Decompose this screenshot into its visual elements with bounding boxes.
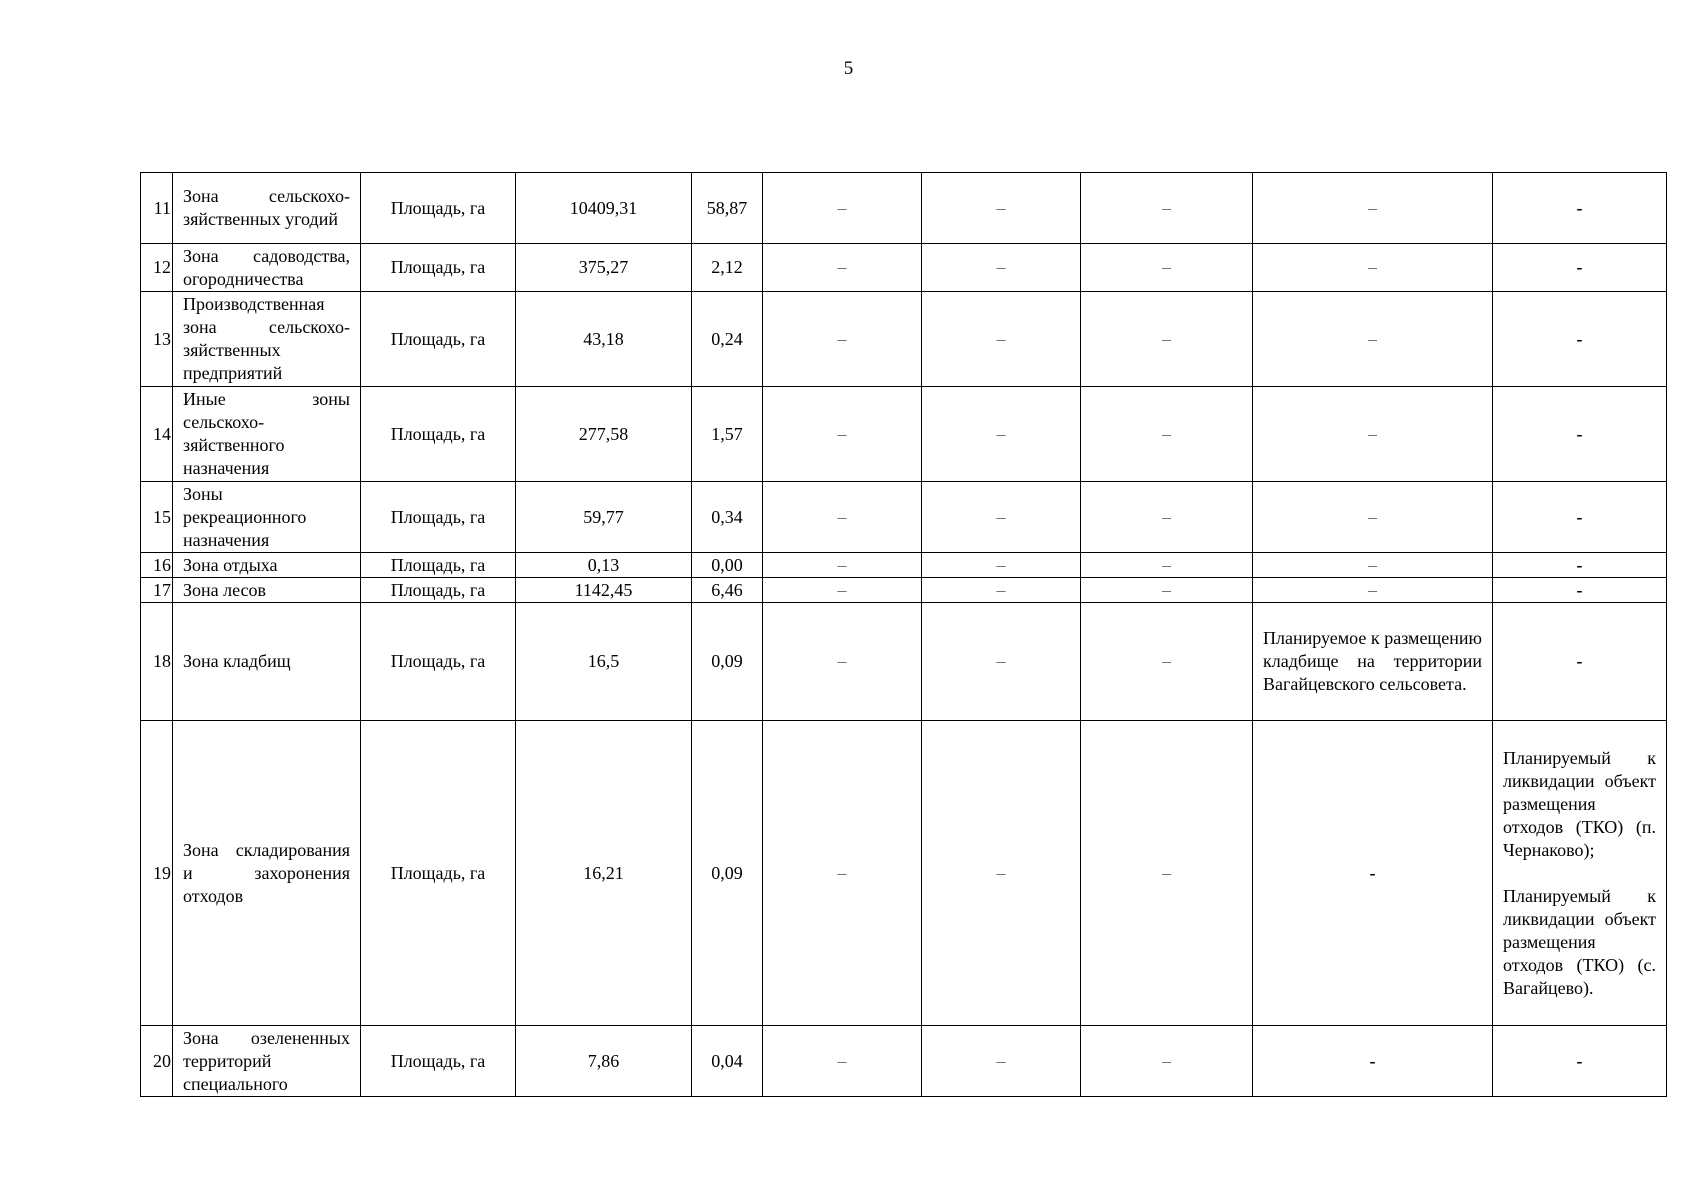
cell-col6: – — [763, 1026, 922, 1097]
cell-col8: – — [1081, 387, 1253, 482]
cell-col10: - — [1493, 173, 1667, 244]
table-row — [141, 292, 1667, 387]
cell-col10: - — [1493, 292, 1667, 387]
cell-col6: – — [763, 482, 922, 553]
cell-col6: – — [763, 603, 922, 721]
cell-col9: – — [1253, 578, 1493, 603]
row-number: 13 — [141, 292, 173, 387]
percent-cell: 0,09 — [692, 721, 763, 1026]
cell-col7: – — [922, 173, 1081, 244]
cell-col7: – — [922, 578, 1081, 603]
cell-col9: – — [1253, 387, 1493, 482]
area-cell: 0,13 — [516, 553, 692, 578]
cell-col6: – — [763, 244, 922, 292]
row-number: 19 — [141, 721, 173, 1026]
row-number: 12 — [141, 244, 173, 292]
table-row — [141, 244, 1667, 292]
row-number: 15 — [141, 482, 173, 553]
area-cell: 1142,45 — [516, 578, 692, 603]
cell-col9: – — [1253, 292, 1493, 387]
cell-col6: – — [763, 721, 922, 1026]
table-row — [141, 387, 1667, 482]
cell-col8: – — [1081, 721, 1253, 1026]
zone-name: Зоны рекреационного назначения — [173, 482, 361, 553]
cell-col9: - — [1253, 721, 1493, 1026]
area-cell: 375,27 — [516, 244, 692, 292]
area-cell: 43,18 — [516, 292, 692, 387]
cell-col8: – — [1081, 173, 1253, 244]
cell-col6: – — [763, 578, 922, 603]
cell-col7: – — [922, 553, 1081, 578]
zone-name: Зона отдыха — [173, 553, 361, 578]
cell-col8: – — [1081, 292, 1253, 387]
cell-col7: – — [922, 292, 1081, 387]
unit-cell: Площадь, га — [361, 482, 516, 553]
unit-cell: Площадь, га — [361, 1026, 516, 1097]
zone-name: Зона кладбищ — [173, 603, 361, 721]
cell-col9: – — [1253, 482, 1493, 553]
row-number: 18 — [141, 603, 173, 721]
cell-col10: - — [1493, 578, 1667, 603]
percent-cell: 58,87 — [692, 173, 763, 244]
cell-col8: – — [1081, 482, 1253, 553]
cell-col9-note: Планируемое к размещению кладбище на территории Вагайцевского сельсовета. — [1253, 603, 1493, 721]
row-number: 14 — [141, 387, 173, 482]
area-cell: 277,58 — [516, 387, 692, 482]
zone-name: Зона лесов — [173, 578, 361, 603]
cell-col8: – — [1081, 553, 1253, 578]
cell-col8: – — [1081, 1026, 1253, 1097]
area-cell: 7,86 — [516, 1026, 692, 1097]
cell-col8: – — [1081, 603, 1253, 721]
table-row — [141, 578, 1667, 603]
cell-col10: - — [1493, 603, 1667, 721]
unit-cell: Площадь, га — [361, 173, 516, 244]
cell-col7: – — [922, 1026, 1081, 1097]
cell-col6: – — [763, 553, 922, 578]
zone-name: Производственная зона сельскохо-зяйственных предприятий — [173, 292, 361, 387]
area-cell: 59,77 — [516, 482, 692, 553]
unit-cell: Площадь, га — [361, 244, 516, 292]
row-number: 17 — [141, 578, 173, 603]
table-row — [141, 482, 1667, 553]
cell-col8: – — [1081, 578, 1253, 603]
percent-cell: 0,04 — [692, 1026, 763, 1097]
unit-cell: Площадь, га — [361, 603, 516, 721]
cell-col9: – — [1253, 244, 1493, 292]
zone-name: Иные зоны сельскохо-зяйственного назначения — [173, 387, 361, 482]
unit-cell: Площадь, га — [361, 553, 516, 578]
percent-cell: 0,34 — [692, 482, 763, 553]
percent-cell: 0,09 — [692, 603, 763, 721]
table-row — [141, 553, 1667, 578]
page-number: 5 — [843, 58, 854, 79]
cell-col6: – — [763, 173, 922, 244]
row-number: 16 — [141, 553, 173, 578]
unit-cell: Площадь, га — [361, 292, 516, 387]
table-row — [141, 603, 1667, 721]
cell-col8: – — [1081, 244, 1253, 292]
cell-col10: - — [1493, 1026, 1667, 1097]
zone-name: Зона озелененных территорий специального — [173, 1026, 361, 1097]
area-cell: 16,21 — [516, 721, 692, 1026]
table-row — [141, 721, 1667, 1026]
cell-col6: – — [763, 387, 922, 482]
cell-col7: – — [922, 387, 1081, 482]
area-cell: 16,5 — [516, 603, 692, 721]
cell-col10-note: Планируемый к ликвидации объект размещения отходов (ТКО) (п. Чернаково); Планируемый к ликвидации объект размещения отходов (ТКО) (с. Вагайцево). — [1493, 721, 1667, 1026]
cell-col9: - — [1253, 1026, 1493, 1097]
cell-col10: - — [1493, 482, 1667, 553]
percent-cell: 1,57 — [692, 387, 763, 482]
unit-cell: Площадь, га — [361, 578, 516, 603]
cell-col6: – — [763, 292, 922, 387]
cell-col10: - — [1493, 387, 1667, 482]
cell-col9: – — [1253, 173, 1493, 244]
cell-col9: – — [1253, 553, 1493, 578]
table-row — [141, 173, 1667, 244]
cell-col10: - — [1493, 553, 1667, 578]
zone-name: Зона сельскохо-зяйственных угодий — [173, 173, 361, 244]
cell-col10: - — [1493, 244, 1667, 292]
cell-col7: – — [922, 603, 1081, 721]
zone-name: Зона складирования и захоронения отходов — [173, 721, 361, 1026]
cell-col7: – — [922, 244, 1081, 292]
cell-col7: – — [922, 482, 1081, 553]
cell-col7: – — [922, 721, 1081, 1026]
percent-cell: 0,00 — [692, 553, 763, 578]
percent-cell: 6,46 — [692, 578, 763, 603]
table-row — [141, 1026, 1667, 1097]
unit-cell: Площадь, га — [361, 387, 516, 482]
row-number: 11 — [141, 173, 173, 244]
percent-cell: 0,24 — [692, 292, 763, 387]
row-number: 20 — [141, 1026, 173, 1097]
area-cell: 10409,31 — [516, 173, 692, 244]
unit-cell: Площадь, га — [361, 721, 516, 1026]
zones-table — [140, 172, 1667, 1097]
percent-cell: 2,12 — [692, 244, 763, 292]
zone-name: Зона садоводства, огородничества — [173, 244, 361, 292]
